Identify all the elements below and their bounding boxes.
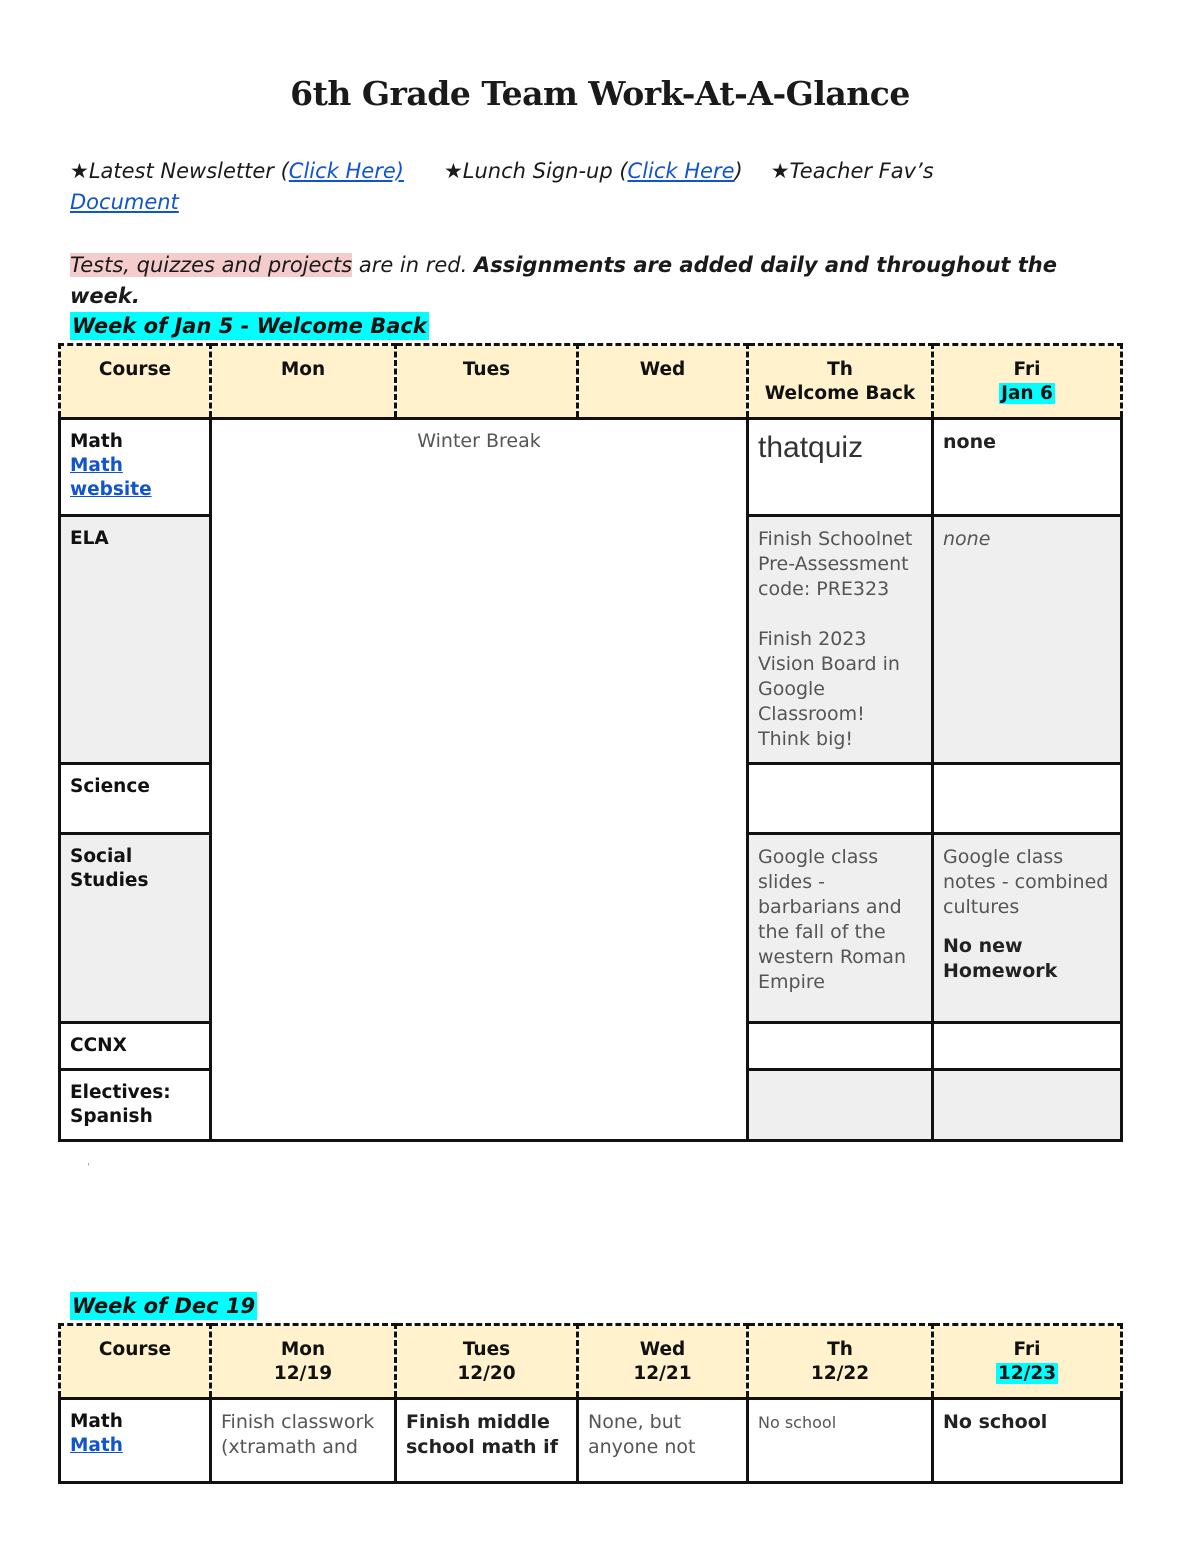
ccnx-fri-cell (933, 1023, 1122, 1070)
math-fri-text: none (943, 431, 996, 453)
math-mon-cell (211, 1399, 396, 1483)
science-th-cell (748, 764, 933, 834)
math-th-cell (748, 419, 933, 516)
math-th-cell (748, 1399, 933, 1483)
math-website-link[interactable]: Math website (70, 455, 152, 500)
science-fri-cell (933, 764, 1122, 834)
lunch-suffix: ) (734, 159, 743, 183)
math-wed-text: None, but anyone not (588, 1411, 696, 1458)
header-th (748, 345, 933, 419)
ela-th-text-2: Finish 2023 Vision Board in Google Classroom! Think big! (758, 628, 900, 750)
lunch-signup-link[interactable]: Click Here (627, 159, 735, 183)
social-fri-cell (933, 834, 1122, 1023)
ela-th-text-1: Finish Schoolnet Pre-Assessment code: PRE323 (758, 528, 913, 600)
legend-normal: are in red. (352, 253, 474, 277)
electives-fri-cell (933, 1070, 1122, 1141)
newsletter-link[interactable]: Click Here) (288, 159, 404, 183)
math-fri-cell (933, 1399, 1122, 1483)
legend-note (70, 250, 1130, 312)
math-th-text: No school (758, 1413, 837, 1432)
social-fri-text: Google class notes - combined cultures (943, 846, 1109, 918)
header-course: Course (60, 1325, 211, 1399)
math-website-link[interactable]: Math (70, 1435, 123, 1456)
course-electives (60, 1070, 211, 1141)
header-fri-date: 12/23 (997, 1363, 1057, 1384)
course-science (60, 764, 211, 834)
math-fri-cell (933, 419, 1122, 516)
teacher-fav-label: ★Teacher Fav’s (770, 159, 934, 183)
newsletter-label: ★Latest Newsletter ( (70, 159, 289, 183)
week2-label: Week of Dec 19 (72, 1294, 256, 1318)
header-fri-date: Jan 6 (1001, 383, 1053, 404)
header-wed: Wed 12/21 (578, 1325, 748, 1399)
course-label: CCNX (70, 1035, 127, 1056)
course-label: ELA (70, 528, 109, 549)
page-title: 6th Grade Team Work-At-A-Glance (290, 74, 910, 113)
week1-table (58, 343, 1123, 1142)
header-course: Course (60, 345, 211, 419)
winter-break-cell (211, 419, 748, 1141)
header-mon: Mon (211, 345, 396, 419)
math-mon-text: Finish classwork (xtramath and (221, 1411, 375, 1458)
header-tues: Tues 12/20 (396, 1325, 578, 1399)
ccnx-th-cell (748, 1023, 933, 1070)
week1-header-row (60, 345, 1122, 419)
math-wed-cell (578, 1399, 748, 1483)
stray-mark: ' (87, 1162, 90, 1173)
ela-fri-cell (933, 516, 1122, 764)
header-wed: Wed (578, 345, 748, 419)
lunch-label: ★Lunch Sign-up ( (443, 159, 628, 183)
header-fri (933, 345, 1122, 419)
social-th-cell (748, 834, 933, 1023)
course-label-2: Spanish (70, 1106, 153, 1127)
social-th-text: Google class slides - barbarians and the fall of the western Roman Empire (758, 846, 906, 993)
legend-highlight: Tests, quizzes and projects (70, 253, 353, 277)
header-th-day: Th (827, 359, 853, 380)
header-fri: Fri 12/23 (933, 1325, 1122, 1399)
week1-label: Week of Jan 5 - Welcome Back (72, 314, 427, 338)
header-th-note: Welcome Back (764, 383, 916, 404)
course-label-2: Studies (70, 870, 149, 891)
math-fri-text: No school (943, 1411, 1048, 1433)
course-label: Math (70, 431, 123, 452)
week2-table (58, 1323, 1123, 1484)
header-fri-day: Fri (1013, 359, 1041, 380)
table-row (60, 419, 1122, 516)
social-fri-no-homework-2: Homework (943, 960, 1058, 982)
table-row (60, 1399, 1122, 1483)
ela-th-cell (748, 516, 933, 764)
course-label: Science (70, 776, 150, 797)
electives-th-cell (748, 1070, 933, 1141)
legend-bold: Assignments are added daily and throughout the week. (70, 253, 1057, 308)
math-tues-text: Finish middle school math if (406, 1411, 558, 1458)
ela-fri-text: none (943, 528, 991, 550)
teacher-fav-document-link[interactable]: Document (70, 190, 179, 214)
math-tues-cell (396, 1399, 578, 1483)
social-fri-no-homework-1: No new (943, 935, 1023, 957)
quick-links (70, 156, 1130, 218)
header-th: Th 12/22 (748, 1325, 933, 1399)
course-ccnx (60, 1023, 211, 1070)
course-label: Electives: (70, 1082, 171, 1103)
course-math (60, 1399, 211, 1483)
week2-header-row (60, 1325, 1122, 1399)
header-mon: Mon 12/19 (211, 1325, 396, 1399)
course-label: Math (70, 1411, 123, 1432)
math-th-text: thatquiz (758, 431, 864, 464)
course-ela (60, 516, 211, 764)
course-math (60, 419, 211, 516)
course-label: Social (70, 846, 133, 867)
course-social-studies (60, 834, 211, 1023)
header-tues: Tues (396, 345, 578, 419)
winter-break-label: Winter Break (417, 430, 541, 452)
